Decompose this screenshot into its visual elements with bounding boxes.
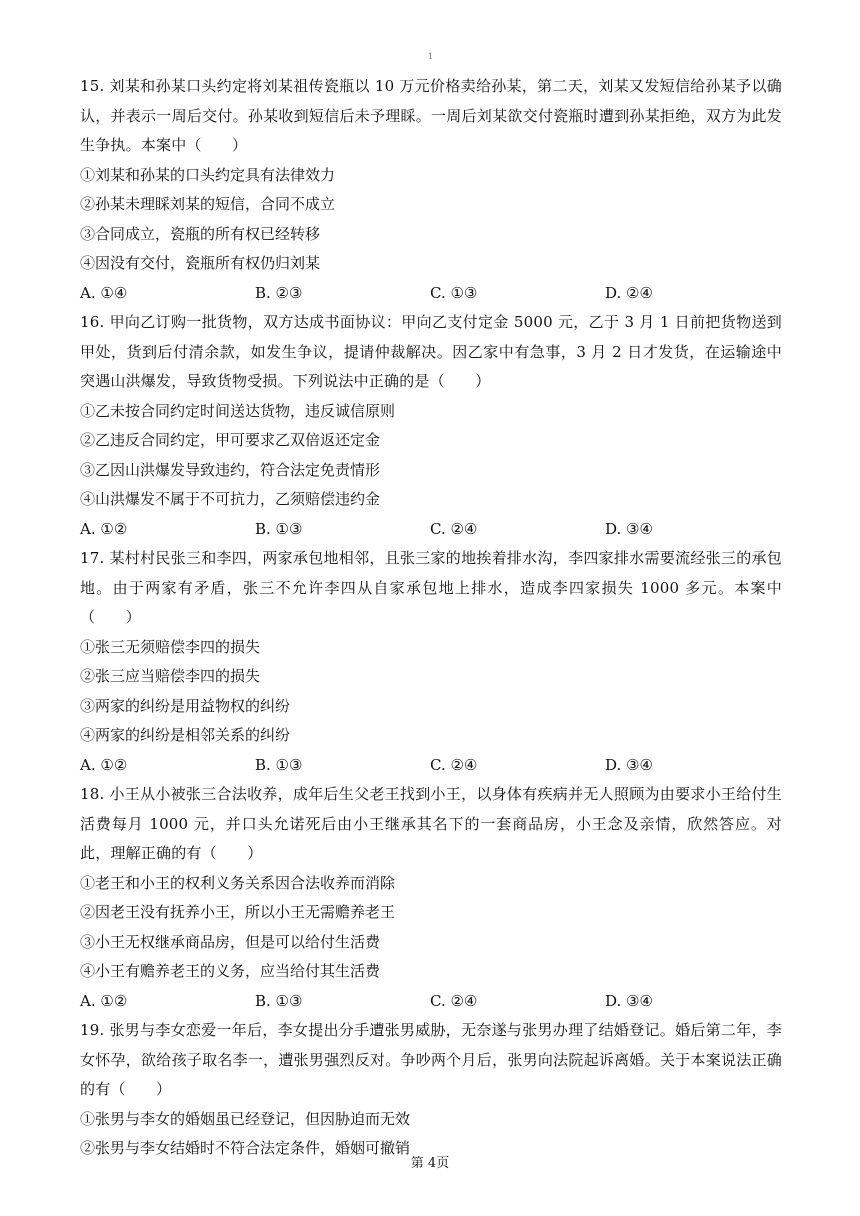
question-stem: 17. 某村村民张三和李四，两家承包地相邻，且张三家的地挨着排水沟，李四家排水需要流经张三的承包地。由于两家有矛盾，张三不允许李四从自家承包地上排水，造成李四家损失 1000 多元。本案中（ ） bbox=[80, 549, 782, 626]
answer-a: A. ①② bbox=[80, 755, 128, 774]
answer-d: D. ③④ bbox=[605, 991, 653, 1010]
question-stem: 18. 小王从小被张三合法收养，成年后生父老王找到小王，以身体有疾病并无人照顾为由要求小王给付生活费每月 1000 元，并口头允诺死后由小王继承其名下的一套商品房，小王念及亲情，欣然答应。对此，理解正确的有（ ） bbox=[80, 785, 782, 862]
answer-b: B. ①③ bbox=[255, 755, 303, 774]
option-4: ④小王有赡养老王的义务，应当给付其生活费 bbox=[80, 962, 381, 980]
option-2: ②孙某未理睬刘某的短信，合同不成立 bbox=[80, 195, 336, 213]
option-3: ③合同成立，瓷瓶的所有权已经转移 bbox=[80, 224, 321, 243]
question-stem: 16. 甲向乙订购一批货物，双方达成书面协议：甲向乙支付定金 5000 元，乙于 3 月 1 日前把货物送到甲处，货到后付清余款，如发生争议，提请仲裁解决。因乙家中有急事，3 月 2 日才发货，在运输途中突遇山洪爆发，导致货物受损。下列说法中正确的是（ ） bbox=[80, 313, 782, 390]
answer-a: A. ①④ bbox=[80, 283, 128, 302]
answer-choices bbox=[80, 751, 782, 781]
question-18 bbox=[80, 780, 782, 1016]
answer-choices bbox=[80, 987, 782, 1017]
option-4: ④因没有交付，瓷瓶所有权仍归刘某 bbox=[80, 254, 321, 272]
option-1: ①张男与李女的婚姻虽已经登记，但因胁迫而无效 bbox=[80, 1109, 411, 1128]
option-2: ②张三应当赔偿李四的损失 bbox=[80, 667, 261, 685]
answer-a: A. ①② bbox=[80, 519, 128, 538]
answer-b: B. ①③ bbox=[255, 991, 303, 1010]
answer-c: C. ②④ bbox=[430, 991, 478, 1010]
option-3: ③两家的纠纷是用益物权的纠纷 bbox=[80, 696, 291, 715]
answer-c: C. ②④ bbox=[430, 519, 478, 538]
top-page-mark: 1 bbox=[428, 52, 434, 61]
answer-choices bbox=[80, 515, 782, 545]
option-1: ①乙未按合同约定时间送达货物，违反诚信原则 bbox=[80, 401, 396, 420]
question-19 bbox=[80, 1016, 782, 1164]
answer-d: D. ③④ bbox=[605, 755, 653, 774]
answer-d: D. ②④ bbox=[605, 283, 653, 302]
option-1: ①刘某和孙某的口头约定具有法律效力 bbox=[80, 165, 336, 184]
option-3: ③小王无权继承商品房，但是可以给付生活费 bbox=[80, 932, 381, 951]
option-2: ②张男与李女结婚时不符合法定条件，婚姻可撤销 bbox=[80, 1139, 411, 1157]
answer-choices bbox=[80, 279, 782, 309]
option-3: ③乙因山洪爆发导致违约，符合法定免责情形 bbox=[80, 460, 381, 479]
question-stem: 15. 刘某和孙某口头约定将刘某祖传瓷瓶以 10 万元价格卖给孙某，第二天，刘某又发短信给孙某予以确认，并表示一周后交付。孙某收到短信后未予理睬。一周后刘某欲交付瓷瓶时遭到孙某拒绝，双方为此发生争执。本案中（ ） bbox=[80, 77, 782, 154]
answer-c: C. ①③ bbox=[430, 283, 478, 302]
answer-d: D. ③④ bbox=[605, 519, 653, 538]
option-4: ④两家的纠纷是相邻关系的纠纷 bbox=[80, 726, 291, 744]
option-1: ①老王和小王的权利义务关系因合法收养而消除 bbox=[80, 873, 396, 892]
exam-content bbox=[80, 72, 782, 1164]
question-17 bbox=[80, 544, 782, 780]
answer-a: A. ①② bbox=[80, 991, 128, 1010]
question-16 bbox=[80, 308, 782, 544]
answer-b: B. ①③ bbox=[255, 519, 303, 538]
page-number: 第 4页 bbox=[410, 1156, 450, 1171]
option-4: ④山洪爆发不属于不可抗力，乙须赔偿违约金 bbox=[80, 490, 381, 508]
question-15 bbox=[80, 72, 782, 308]
question-stem: 19. 张男与李女恋爱一年后，李女提出分手遭张男威胁，无奈遂与张男办理了结婚登记。婚后第二年，李女怀孕，欲给孩子取名李一，遭张男强烈反对。争吵两个月后，张男向法院起诉离婚。关于本案说法正确的有（ ） bbox=[80, 1021, 782, 1098]
answer-c: C. ②④ bbox=[430, 755, 478, 774]
option-2: ②因老王没有抚养小王，所以小王无需赡养老王 bbox=[80, 903, 396, 921]
option-1: ①张三无须赔偿李四的损失 bbox=[80, 637, 261, 656]
option-2: ②乙违反合同约定，甲可要求乙双倍返还定金 bbox=[80, 431, 381, 449]
answer-b: B. ②③ bbox=[255, 283, 303, 302]
